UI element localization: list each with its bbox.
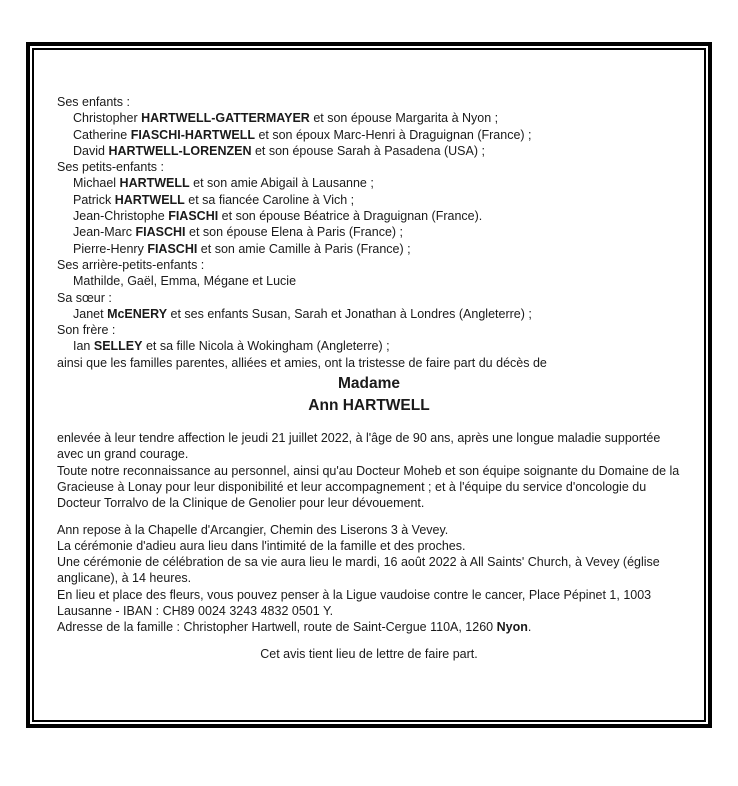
paragraph: [57, 463, 681, 512]
text-segment: Janet: [73, 306, 108, 321]
text-segment: Ian: [73, 339, 94, 354]
text-segment: et ses enfants Susan, Sarah et Jonathan à Londres (Angleterre) ;: [167, 306, 532, 321]
surname-bold: FIASCHI: [147, 241, 198, 256]
deceased-name: Ann HARTWELL: [308, 397, 430, 415]
surname-bold: SELLEY: [93, 339, 143, 354]
decorative-double-border: [26, 42, 712, 728]
text-segment: et son épouse Sarah à Pasadena (USA) ;: [251, 143, 485, 158]
family-line: [57, 143, 681, 159]
text-segment: et son épouse Béatrice à Draguignan (France).: [218, 209, 483, 224]
text-segment: enlevée à leur tendre affection le jeudi 21 juillet 2022, à l'âge de 90 ans, après une longue maladie supportée avec un grand courage.: [57, 431, 661, 462]
death-details-paragraphs: [57, 430, 681, 511]
text-segment: Pierre-Henry: [73, 241, 148, 256]
family-line: [57, 322, 681, 338]
family-line: [57, 290, 681, 306]
paragraph: [57, 587, 681, 620]
family-line: [57, 306, 681, 322]
surname-bold: FIASCHI: [168, 209, 219, 224]
text-segment: Jean-Marc: [73, 225, 136, 240]
text-segment: et son épouse Margarita à Nyon ;: [309, 111, 499, 126]
family-line: [57, 110, 681, 126]
family-line: [57, 355, 681, 371]
surname-bold: HARTWELL-LORENZEN: [108, 143, 252, 158]
text-segment: Adresse de la famille : Christopher Hartwell, route de Saint-Cergue 110A, 1260: [57, 620, 497, 635]
text-segment: Une cérémonie de célébration de sa vie aura lieu le mardi, 16 août 2022 à All Saints' Church, à Vevey (église anglicane), à 14 heures.: [57, 555, 660, 586]
text-segment: et son amie Abigail à Lausanne ;: [189, 176, 374, 191]
text-segment: En lieu et place des fleurs, vous pouvez penser à la Ligue vaudoise contre le cancer, Place Pépinet 1, 1003 Lausanne - IBAN : CH89 0024 3243 4832 0501 Y.: [57, 587, 652, 619]
surname-bold: HARTWELL: [114, 192, 185, 207]
family-line: [57, 273, 681, 289]
text-segment: Catherine: [73, 127, 131, 142]
family-list: [57, 94, 681, 371]
text-segment: La cérémonie d'adieu aura lieu dans l'intimité de la famille et des proches.: [57, 538, 466, 553]
surname-bold: Nyon: [496, 620, 528, 635]
text-segment: Ses arrière-petits-enfants :: [57, 257, 205, 272]
family-line: [57, 127, 681, 143]
text-segment: .: [527, 620, 532, 635]
text-segment: Toute notre reconnaissance au personnel, ainsi qu'au Docteur Moheb et son équipe soignante du Domaine de la Gracieuse à Lonay pour leur disponibilité et leur accompagnement ; et à l'équipe du service d'oncologie du Docteur Torralvo de la Clinique de Genolier pour leur dévouement.: [57, 463, 680, 511]
death-notice-content: [34, 50, 704, 720]
family-line: [57, 192, 681, 208]
text-segment: David: [73, 143, 109, 158]
surname-bold: McENERY: [107, 306, 168, 321]
surname-bold: FIASCHI-HARTWELL: [130, 127, 255, 142]
paragraph: [57, 430, 681, 463]
inner-border: [32, 48, 706, 722]
surname-bold: HARTWELL: [119, 176, 190, 191]
text-segment: Mathilde, Gaël, Emma, Mégane et Lucie: [73, 274, 297, 289]
text-segment: et sa fiancée Caroline à Vich ;: [184, 192, 355, 207]
paragraph: [57, 554, 681, 587]
paragraph: [57, 538, 681, 554]
text-segment: Christopher: [73, 111, 142, 126]
text-segment: Ses enfants :: [57, 95, 130, 109]
paragraph: [57, 619, 681, 635]
surname-bold: FIASCHI: [135, 225, 186, 240]
text-segment: et son épouse Elena à Paris (France) ;: [185, 225, 404, 240]
deceased-honorific: Madame: [337, 375, 401, 393]
surname-bold: HARTWELL-GATTERMAYER: [141, 111, 310, 126]
family-line: [57, 241, 681, 257]
text-segment: et sa fille Nicola à Wokingham (Angleterre) ;: [142, 339, 390, 354]
family-line: [57, 175, 681, 191]
family-line: [57, 208, 681, 224]
family-line: [57, 338, 681, 354]
text-segment: Michael: [73, 176, 120, 191]
text-segment: Ann repose à la Chapelle d'Arcangier, Chemin des Liserons 3 à Vevey.: [57, 522, 449, 537]
text-segment: ainsi que les familles parentes, alliées et amies, ont la tristesse de faire part du décès de: [57, 355, 547, 370]
family-line: [57, 159, 681, 175]
text-segment: Patrick: [73, 192, 115, 207]
family-line: [57, 224, 681, 240]
family-line: [57, 257, 681, 273]
family-line: [57, 94, 681, 110]
closing-line: Cet avis tient lieu de lettre de faire part.: [260, 646, 478, 661]
text-segment: Sa sœur :: [57, 290, 112, 305]
ceremony-details-paragraphs: [57, 522, 681, 636]
text-segment: et son amie Camille à Paris (France) ;: [197, 241, 411, 256]
text-segment: Ses petits-enfants :: [57, 160, 165, 175]
deceased-title-block: [57, 373, 681, 417]
text-segment: et son époux Marc-Henri à Draguignan (France) ;: [254, 127, 532, 142]
text-segment: Son frère :: [57, 323, 116, 338]
text-segment: Jean-Christophe: [73, 209, 169, 224]
paragraph: [57, 522, 681, 538]
